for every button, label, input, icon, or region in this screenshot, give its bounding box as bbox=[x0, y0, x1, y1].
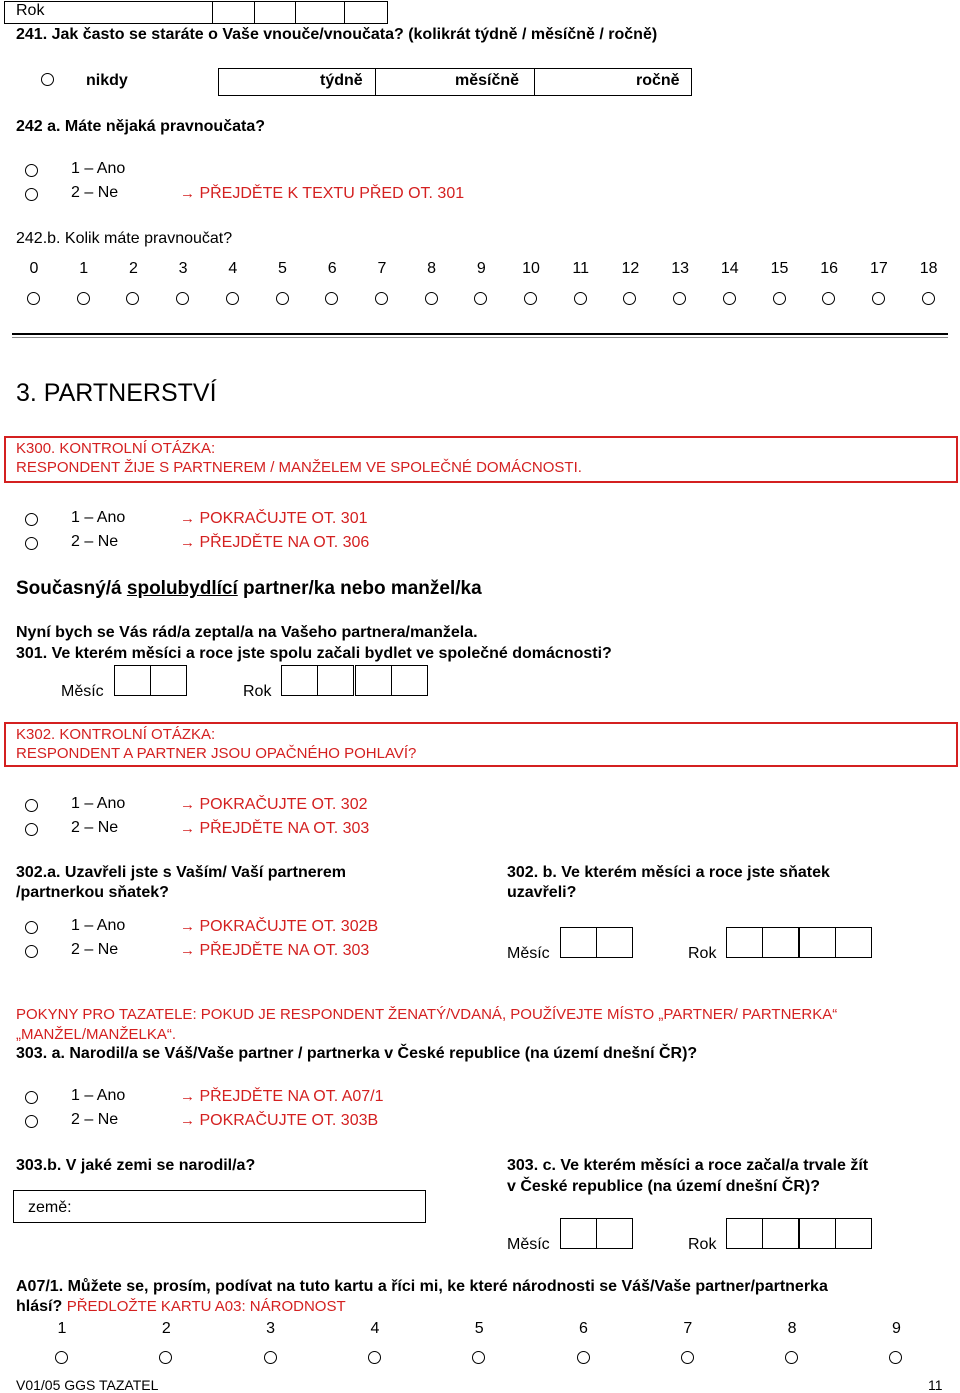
count-radio[interactable] bbox=[425, 292, 438, 305]
nationality-radio[interactable] bbox=[681, 1351, 694, 1364]
question-302a-line1: 302.a. Uzavřeli jste s Vaším/ Vaší partnerem bbox=[16, 864, 346, 881]
nationality-radio[interactable] bbox=[368, 1351, 381, 1364]
nationality-number: 3 bbox=[266, 1320, 276, 1337]
label-rok: Rok bbox=[243, 683, 272, 700]
label-mesic: Měsíc bbox=[507, 945, 550, 962]
count-number: 8 bbox=[427, 260, 437, 277]
radio-nikdy[interactable] bbox=[41, 73, 54, 86]
count-number: 4 bbox=[228, 260, 238, 277]
k302-text: RESPONDENT A PARTNER JSOU OPAČNÉHO POHLAVÍ? bbox=[16, 745, 417, 762]
section-divider-thin bbox=[12, 337, 948, 338]
label-ano: 1 – Ano bbox=[71, 1087, 126, 1104]
count-radio[interactable] bbox=[673, 292, 686, 305]
nationality-number: 9 bbox=[891, 1320, 901, 1337]
label-ne: 2 – Ne bbox=[71, 819, 119, 836]
month-cell[interactable] bbox=[596, 927, 633, 958]
instruction-line1: POKYNY PRO TAZATELE: POKUD JE RESPONDENT ŽENATÝ/VDANÁ, POUŽÍVEJTE MÍSTO „PARTNER/ PARTNERKA“ bbox=[16, 1006, 838, 1023]
intro-text: Nyní bych se Vás rád/a zeptal/a na Vašeho partnera/manžela. bbox=[16, 624, 478, 641]
radio-k302-ne[interactable] bbox=[25, 823, 38, 836]
count-number: 14 bbox=[720, 260, 739, 277]
radio-k300-ano[interactable] bbox=[25, 513, 38, 526]
count-number: 6 bbox=[327, 260, 337, 277]
nationality-radio[interactable] bbox=[577, 1351, 590, 1364]
count-number: 11 bbox=[572, 260, 589, 277]
count-radio[interactable] bbox=[77, 292, 90, 305]
label-rok: Rok bbox=[688, 1236, 717, 1253]
count-radio[interactable] bbox=[27, 292, 40, 305]
skip-text: PŘEJDĚTE NA OT. 303 bbox=[199, 820, 370, 837]
count-radio[interactable] bbox=[325, 292, 338, 305]
question-302b-line2: uzavřeli? bbox=[507, 884, 577, 901]
arrow-right-icon: → bbox=[180, 1088, 195, 1105]
year-cell[interactable] bbox=[799, 1218, 836, 1249]
question-242b: 242.b. Kolik máte pravnoučat? bbox=[16, 230, 233, 247]
nationality-number: 1 bbox=[57, 1320, 67, 1337]
nationality-number: 4 bbox=[370, 1320, 380, 1337]
count-radio[interactable] bbox=[524, 292, 537, 305]
nationality-number: 2 bbox=[161, 1320, 171, 1337]
skip-text: PŘEJDĚTE NA OT. A07/1 bbox=[199, 1088, 384, 1105]
radio-303a-ne[interactable] bbox=[25, 1115, 38, 1128]
year-cell[interactable] bbox=[254, 1, 296, 24]
nationality-radio[interactable] bbox=[55, 1351, 68, 1364]
count-number: 18 bbox=[919, 260, 938, 277]
arrow-right-icon: → bbox=[180, 510, 195, 527]
radio-k302-ano[interactable] bbox=[25, 799, 38, 812]
subsection-title-b: partner/ka nebo manžel/ka bbox=[237, 578, 482, 599]
arrow-right-icon: → bbox=[180, 796, 195, 813]
month-cell[interactable] bbox=[560, 1218, 597, 1249]
month-cell[interactable] bbox=[596, 1218, 633, 1249]
country-label: země: bbox=[28, 1199, 72, 1216]
skip-text: POKRAČUJTE OT. 302 bbox=[199, 796, 368, 813]
skip-instruction bbox=[180, 510, 368, 528]
count-radio[interactable] bbox=[872, 292, 885, 305]
arrow-right-icon: → bbox=[180, 534, 195, 551]
count-radio[interactable] bbox=[126, 292, 139, 305]
count-number: 12 bbox=[621, 260, 640, 277]
skip-text: PŘEJDĚTE K TEXTU PŘED OT. 301 bbox=[199, 185, 465, 202]
year-cell[interactable] bbox=[762, 927, 799, 958]
skip-instruction bbox=[180, 185, 464, 203]
arrow-right-icon: → bbox=[180, 918, 195, 935]
nationality-radio[interactable] bbox=[264, 1351, 277, 1364]
nationality-radio[interactable] bbox=[785, 1351, 798, 1364]
nationality-radio[interactable] bbox=[472, 1351, 485, 1364]
count-number: 13 bbox=[671, 260, 689, 277]
question-a07-hlasi: hlásí? bbox=[16, 1298, 67, 1315]
count-radio[interactable] bbox=[375, 292, 388, 305]
nationality-radio[interactable] bbox=[889, 1351, 902, 1364]
year-cell[interactable] bbox=[835, 1218, 872, 1249]
nationality-number: 8 bbox=[787, 1320, 797, 1337]
label-ne: 2 – Ne bbox=[71, 941, 119, 958]
k302-title: K302. KONTROLNÍ OTÁZKA: bbox=[16, 726, 216, 743]
skip-text: POKRAČUJTE OT. 301 bbox=[199, 510, 368, 527]
count-radio[interactable] bbox=[226, 292, 239, 305]
count-number: 3 bbox=[178, 260, 188, 277]
skip-text: PŘEJDĚTE NA OT. 303 bbox=[199, 942, 370, 959]
year-cell[interactable] bbox=[835, 927, 872, 958]
subsection-title-underlined: spolubydlící bbox=[126, 578, 238, 599]
count-number: 7 bbox=[377, 260, 387, 277]
count-radio[interactable] bbox=[176, 292, 189, 305]
year-cell[interactable] bbox=[212, 1, 255, 24]
question-303b: 303.b. V jaké zemi se narodil/a? bbox=[16, 1157, 256, 1174]
count-number: 2 bbox=[128, 260, 138, 277]
label-mesicne: měsíčně bbox=[455, 72, 520, 89]
question-303c-line2: v České republice (na území dnešní ČR)? bbox=[507, 1178, 820, 1195]
year-cell[interactable] bbox=[344, 1, 388, 24]
section-title: 3. PARTNERSTVÍ bbox=[16, 379, 217, 407]
subsection-title-a: Současný/á bbox=[16, 578, 127, 599]
question-a07-line2 bbox=[16, 1298, 346, 1316]
label-tydne: týdně bbox=[320, 72, 363, 89]
skip-instruction bbox=[180, 796, 368, 814]
label-ano: 1 – Ano bbox=[71, 795, 126, 812]
count-radio[interactable] bbox=[723, 292, 736, 305]
arrow-right-icon: → bbox=[180, 1112, 195, 1129]
card-instruction: PŘEDLOŽTE KARTU A03: NÁRODNOST bbox=[66, 1298, 346, 1315]
question-241: 241. Jak často se staráte o Vaše vnouče/vnoučata? (kolikrát týdně / měsíčně / ročně) bbox=[16, 26, 658, 43]
count-number: 17 bbox=[869, 260, 888, 277]
label-rocne: ročně bbox=[636, 72, 680, 89]
month-cell[interactable] bbox=[560, 927, 597, 958]
arrow-right-icon: → bbox=[180, 820, 195, 837]
skip-instruction bbox=[180, 534, 369, 552]
year-cell[interactable] bbox=[799, 927, 836, 958]
year-cell[interactable] bbox=[317, 665, 354, 696]
skip-instruction bbox=[180, 918, 378, 936]
question-242a: 242 a. Máte nějaká pravnoučata? bbox=[16, 118, 265, 135]
nationality-number: 5 bbox=[474, 1320, 484, 1337]
rok-header-label: Rok bbox=[16, 2, 45, 19]
question-303a: 303. a. Narodil/a se Váš/Vaše partner / partnerka v České republice (na území dnešní ČR)? bbox=[16, 1045, 698, 1062]
k300-title: K300. KONTROLNÍ OTÁZKA: bbox=[16, 440, 216, 457]
label-mesic: Měsíc bbox=[61, 683, 104, 700]
radio-302a-ano[interactable] bbox=[25, 921, 38, 934]
count-number: 1 bbox=[79, 260, 89, 277]
year-cell[interactable] bbox=[295, 1, 345, 24]
label-mesic: Měsíc bbox=[507, 1236, 550, 1253]
year-cell[interactable] bbox=[391, 665, 428, 696]
skip-instruction bbox=[180, 1088, 384, 1106]
footer-label: V01/05 GGS TAZATEL bbox=[16, 1377, 159, 1393]
year-cell[interactable] bbox=[355, 665, 392, 696]
count-number: 9 bbox=[476, 260, 486, 277]
label-ne: 2 – Ne bbox=[71, 533, 119, 550]
question-a07-line1: A07/1. Můžete se, prosím, podívat na tuto kartu a říci mi, ke které národnosti se Váš/Vaše partner/partnerka bbox=[16, 1278, 828, 1295]
arrow-right-icon: → bbox=[180, 942, 195, 959]
radio-303a-ano[interactable] bbox=[25, 1091, 38, 1104]
month-cell[interactable] bbox=[114, 665, 151, 696]
radio-302a-ne[interactable] bbox=[25, 945, 38, 958]
question-303c-line1: 303. c. Ve kterém měsíci a roce začal/a trvale žít bbox=[507, 1157, 869, 1174]
month-cell[interactable] bbox=[150, 665, 187, 696]
count-number: 16 bbox=[820, 260, 839, 277]
skip-text: POKRAČUJTE OT. 303B bbox=[199, 1112, 379, 1129]
arrow-right-icon: → bbox=[180, 185, 195, 202]
count-radio[interactable] bbox=[574, 292, 587, 305]
count-radio[interactable] bbox=[276, 292, 289, 305]
radio-242a-ne[interactable] bbox=[25, 188, 38, 201]
count-radio[interactable] bbox=[773, 292, 786, 305]
year-cell[interactable] bbox=[726, 927, 763, 958]
skip-text: POKRAČUJTE OT. 302B bbox=[199, 918, 379, 935]
radio-242a-ano[interactable] bbox=[25, 164, 38, 177]
label-ne: 2 – Ne bbox=[71, 184, 119, 201]
section-divider bbox=[12, 333, 948, 335]
skip-text: PŘEJDĚTE NA OT. 306 bbox=[199, 534, 370, 551]
question-302a-line2: /partnerkou sňatek? bbox=[16, 884, 169, 901]
year-cell[interactable] bbox=[281, 665, 318, 696]
count-number: 5 bbox=[278, 260, 287, 277]
question-301: 301. Ve kterém měsíci a roce jste spolu začali bydlet ve společné domácnosti? bbox=[16, 645, 612, 662]
instruction-line2: „MANŽEL/MANŽELKA“. bbox=[16, 1026, 177, 1043]
label-ano: 1 – Ano bbox=[71, 917, 126, 934]
count-radio[interactable] bbox=[922, 292, 935, 305]
count-radio[interactable] bbox=[474, 292, 487, 305]
count-number: 10 bbox=[522, 260, 540, 277]
label-ano: 1 – Ano bbox=[71, 160, 126, 177]
label-nikdy: nikdy bbox=[86, 72, 128, 89]
label-ano: 1 – Ano bbox=[71, 509, 126, 526]
radio-k300-ne[interactable] bbox=[25, 537, 38, 550]
k300-text: RESPONDENT ŽIJE S PARTNEREM / MANŽELEM VE SPOLEČNÉ DOMÁCNOSTI. bbox=[16, 459, 582, 476]
year-cell[interactable] bbox=[762, 1218, 799, 1249]
count-number: 15 bbox=[770, 260, 789, 277]
count-radio[interactable] bbox=[623, 292, 636, 305]
year-cell[interactable] bbox=[726, 1218, 763, 1249]
label-rok: Rok bbox=[688, 945, 717, 962]
country-input[interactable] bbox=[13, 1190, 426, 1223]
count-radio[interactable] bbox=[822, 292, 835, 305]
question-302b-line1: 302. b. Ve kterém měsíci a roce jste sňatek bbox=[507, 864, 830, 881]
count-number: 0 bbox=[29, 260, 39, 277]
nationality-number: 7 bbox=[683, 1320, 693, 1337]
page-number: 11 bbox=[928, 1377, 943, 1393]
subsection-title bbox=[16, 578, 482, 600]
skip-instruction bbox=[180, 820, 369, 838]
skip-instruction bbox=[180, 942, 369, 960]
nationality-radio[interactable] bbox=[159, 1351, 172, 1364]
nationality-number: 6 bbox=[579, 1320, 588, 1337]
skip-instruction bbox=[180, 1112, 378, 1130]
label-ne: 2 – Ne bbox=[71, 1111, 119, 1128]
